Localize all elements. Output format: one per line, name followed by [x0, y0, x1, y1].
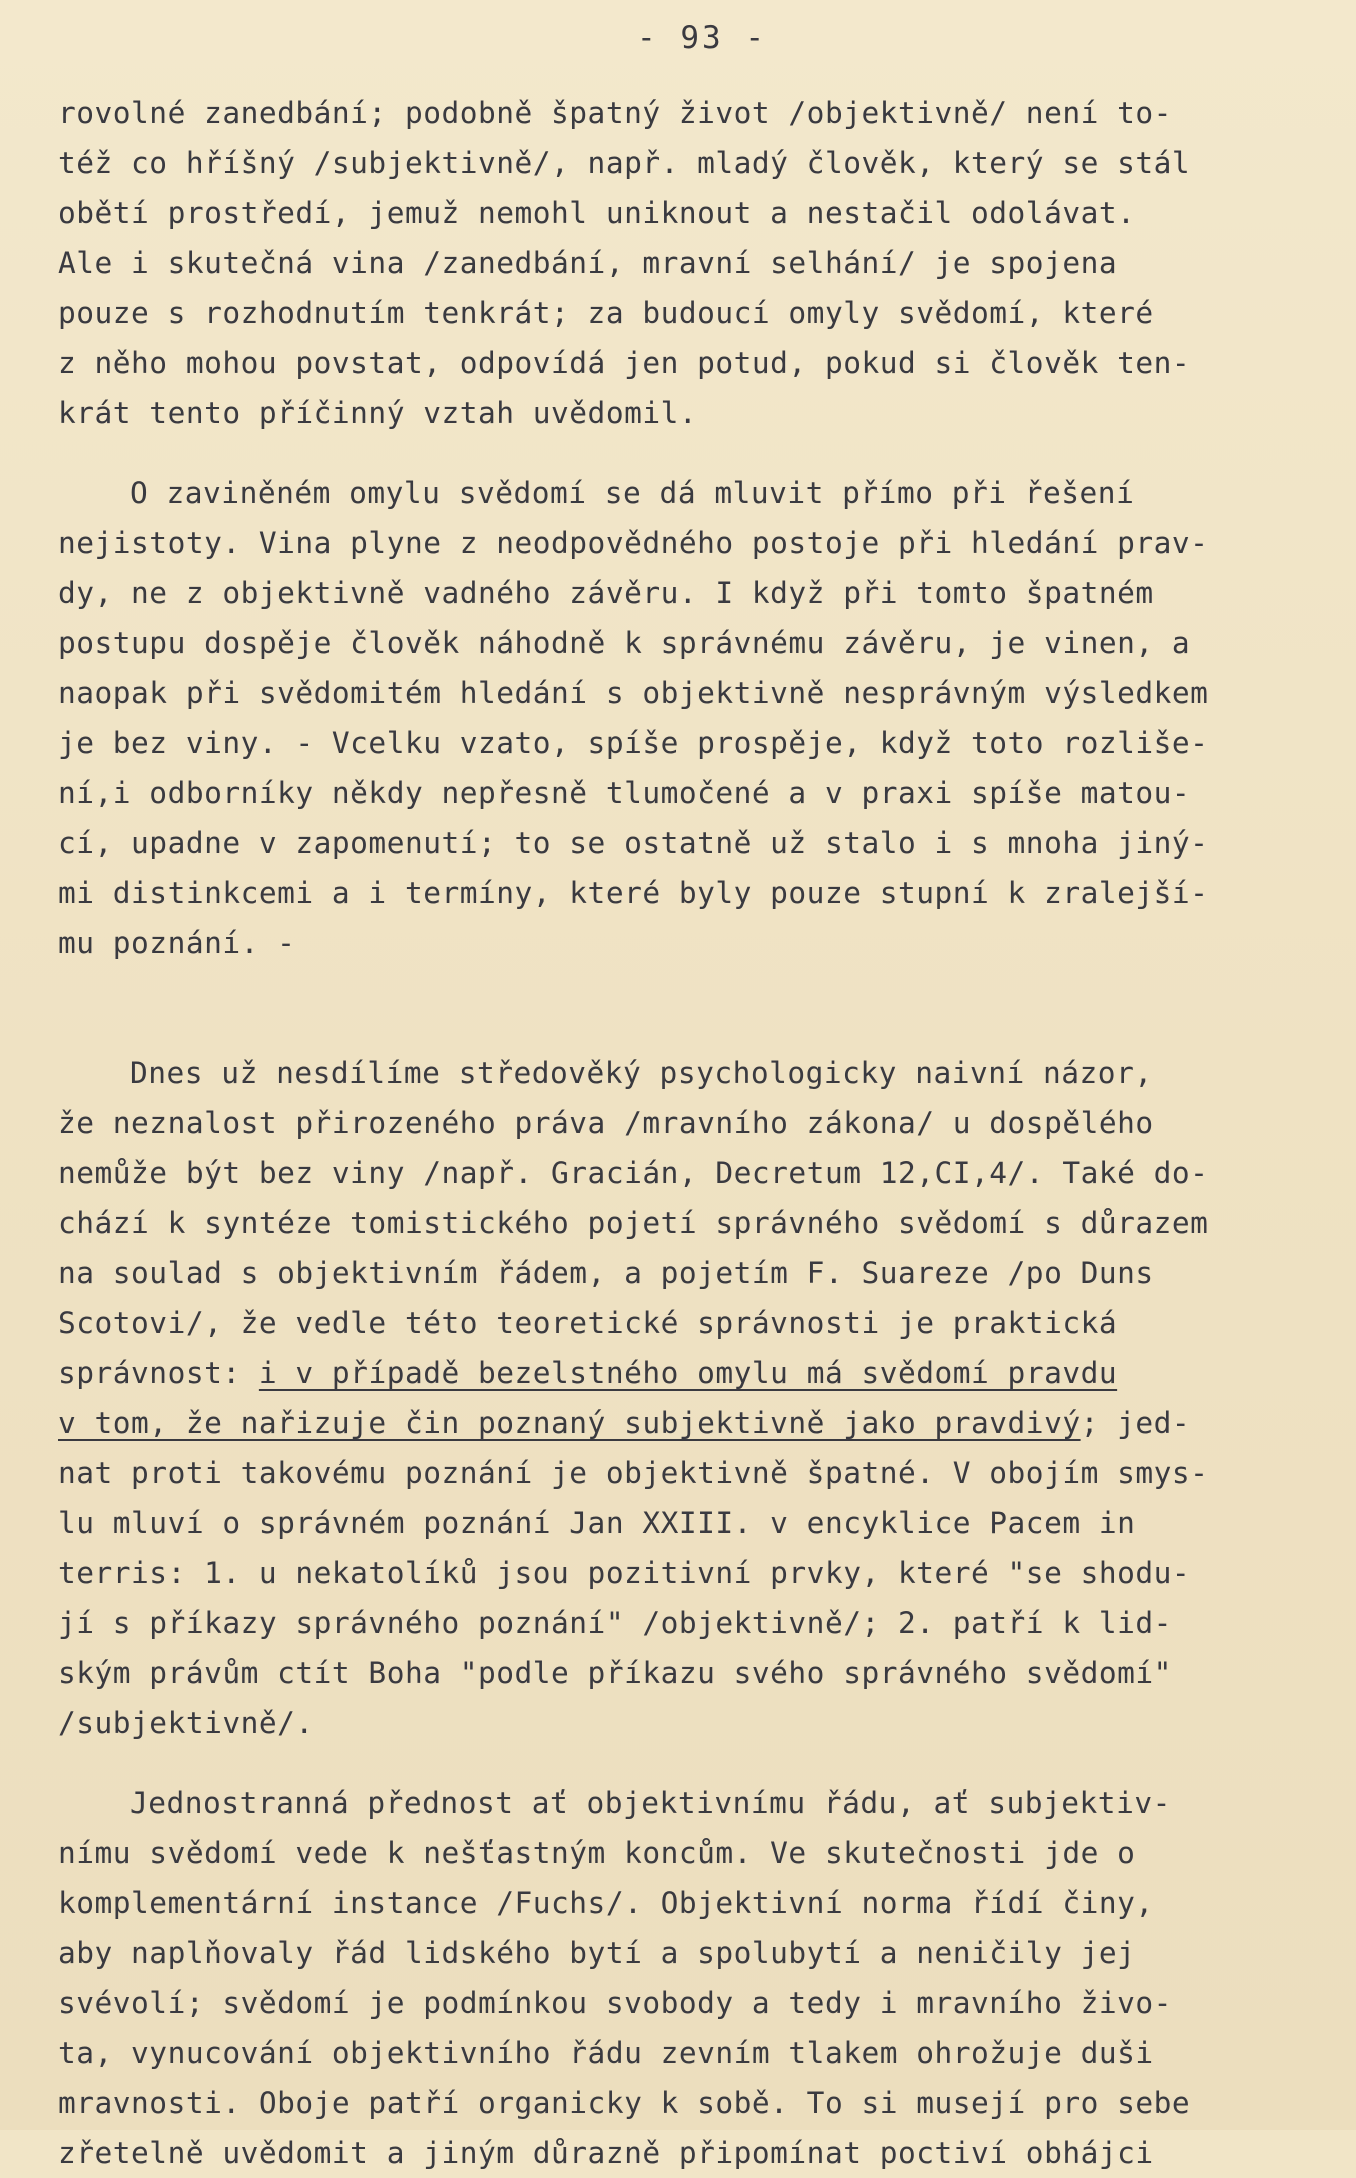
text-line: je bez viny. - Vcelku vzato, spíše prospěje, když toto rozliše-: [58, 726, 1209, 760]
text-line: komplementární instance /Fuchs/. Objektivní norma řídí činy,: [58, 1886, 1154, 1920]
text-line: [58, 968, 1296, 1018]
text-line: mravnosti. Oboje patří organicky k sobě. To si musejí pro sebe: [58, 2086, 1191, 2120]
text-line-underlined: [58, 1348, 1296, 1398]
text-line: na soulad s objektivním řádem, a pojetím F. Suareze /po Duns: [58, 1256, 1154, 1290]
page-number: - 93 -: [637, 20, 767, 56]
text-line: Ale i skutečná vina /zanedbání, mravní selhání/ je spojena: [58, 246, 1118, 280]
text-line: pouze s rozhodnutím tenkrát; za budoucí omyly svědomí, které: [58, 296, 1154, 330]
paragraph-2: [58, 468, 1296, 1018]
text-line: Jednostranná přednost ať objektivnímu řádu, ať subjektiv-: [130, 1786, 1171, 1820]
text-line: též co hříšný /subjektivně/, např. mladý člověk, který se stál: [58, 146, 1191, 180]
text-line: nejistoty. Vina plyne z neodpovědného postoje při hledání prav-: [58, 526, 1209, 560]
text-line-underlined: [58, 1398, 1296, 1448]
text-line: svévolí; svědomí je podmínkou svobody a tedy i mravního živo-: [58, 1986, 1172, 2020]
text-line: z něho mohou povstat, odpovídá jen potud, pokud si člověk ten-: [58, 346, 1191, 380]
text-line: nat proti takovému poznání je objektivně špatné. V obojím smys-: [58, 1456, 1209, 1490]
text-line: O zaviněném omylu svědomí se dá mluvit přímo při řešení: [130, 476, 1135, 510]
text-line: terris: 1. u nekatolíků jsou pozitivní prvky, které "se shodu-: [58, 1556, 1191, 1590]
paragraph-4: [58, 1778, 1296, 2178]
text-line: mi distinkcemi a i termíny, které byly pouze stupní k zralejší-: [58, 876, 1209, 910]
text-line: obětí prostředí, jemuž nemohl uniknout a nestačil odolávat.: [58, 196, 1136, 230]
text-line: cí, upadne v zapomenutí; to se ostatně už stalo i s mnoha jiný-: [58, 826, 1209, 860]
text-line: /subjektivně/.: [58, 1706, 314, 1740]
text-line: Scotovi/, že vedle této teoretické správnosti je praktická: [58, 1306, 1118, 1340]
text-line: jí s příkazy správného poznání" /objektivně/; 2. patří k lid-: [58, 1606, 1172, 1640]
text-line: rovolné zanedbání; podobně špatný život /objektivně/ není to-: [58, 96, 1172, 130]
line-text: správnost:: [58, 1356, 259, 1390]
paragraph-3: [58, 1048, 1296, 1748]
text-line: chází k syntéze tomistického pojetí správného svědomí s důrazem: [58, 1206, 1209, 1240]
text-line: lu mluví o správném poznání Jan XXIII. v encyklice Pacem in: [58, 1506, 1136, 1540]
paragraph-1: [58, 88, 1296, 438]
text-line: dy, ne z objektivně vadného závěru. I když při tomto špatném: [58, 576, 1154, 610]
text-line: postupu dospěje člověk náhodně k správnému závěru, je vinen, a: [58, 626, 1191, 660]
text-line: krát tento příčinný vztah uvědomil.: [58, 396, 698, 430]
text-line: naopak při svědomitém hledání s objektivně nesprávným výsledkem: [58, 676, 1209, 710]
text-line: nemůže být bez viny /např. Gracián, Decretum 12,CI,4/. Také do-: [58, 1156, 1209, 1190]
text-line: nímu svědomí vede k nešťastným koncům. Ve skutečnosti jde o: [58, 1836, 1136, 1870]
text-line: mu poznání. -: [58, 926, 296, 960]
text-line: ta, vynucování objektivního řádu zevním tlakem ohrožuje duši: [58, 2036, 1154, 2070]
text-line: ským právům ctít Boha "podle příkazu svého správného svědomí": [58, 1656, 1172, 1690]
text-line: ní,i odborníky někdy nepřesně tlumočené a v praxi spíše matou-: [58, 776, 1191, 810]
text-line: že neznalost přirozeného práva /mravního zákona/ u dospělého: [58, 1106, 1154, 1140]
text-line: zřetelně uvědomit a jiným důrazně připomínat poctiví obhájci: [58, 2136, 1154, 2170]
underlined-text: v tom, že nařizuje čin poznaný subjektivně jako pravdivý: [58, 1406, 1081, 1440]
underlined-text: i v případě bezelstného omylu má svědomí pravdu: [258, 1356, 1118, 1390]
line-text: ; jed-: [1080, 1406, 1191, 1440]
text-line: Dnes už nesdílíme středověký psychologicky naivní názor,: [130, 1056, 1153, 1090]
text-line: aby naplňovaly řád lidského bytí a spolubytí a neničily jej: [58, 1936, 1136, 1970]
